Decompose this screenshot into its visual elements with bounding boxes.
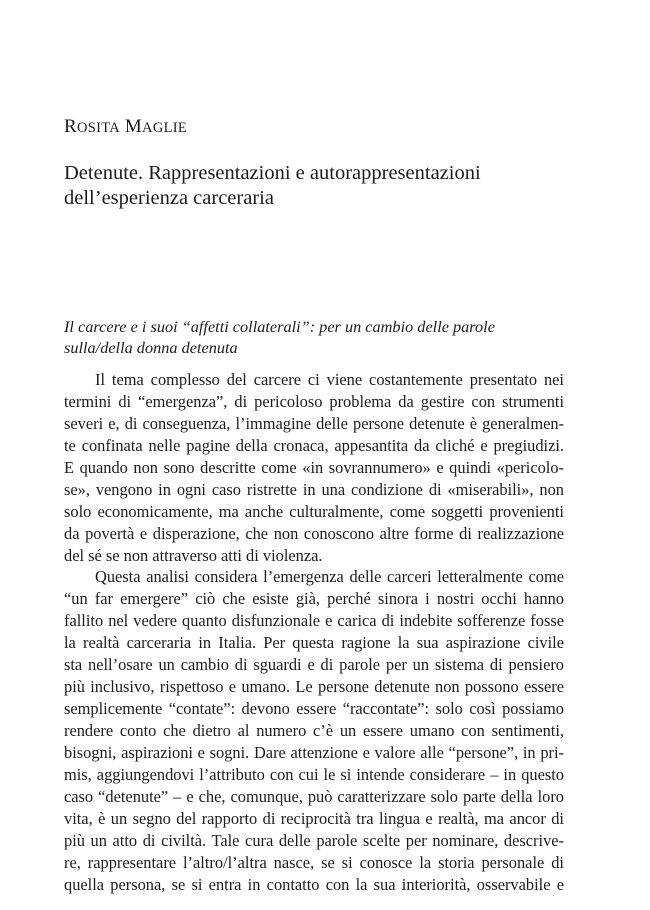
text-line: re, rappresentare l’altro/l’altra nasce, se si conosce la storia personale di — [64, 852, 564, 872]
text-line: più un atto di civiltà. Tale cura delle parole scelte per nominare, descrive- — [64, 830, 564, 850]
text-line: vita, è un segno del rapporto di reciprocità tra lingua e realtà, ma ancor di — [64, 808, 564, 828]
author-last-initial: M — [124, 116, 143, 137]
author-name — [64, 116, 187, 138]
text-line: del sé se non attraverso atti di violenza. — [64, 545, 323, 565]
text-line: rendere conto che dietro al numero c’è un essere umano con sentimenti, — [64, 721, 564, 740]
author-last-rest: AGLIE — [142, 120, 188, 136]
text-line: sta nell’osare un cambio di sguardi e di parole per un sistema di pensiero — [64, 655, 564, 675]
text-line: se», vengono in ogni caso ristrette in una condizione di «miserabili», non — [64, 479, 564, 499]
text-line: la realtà carceraria in Italia. Per questa ragione la sua aspirazione civile — [64, 633, 564, 653]
chapter-title-line: dell’esperienza carceraria — [64, 187, 274, 209]
author-first-initial: R — [64, 116, 77, 137]
text-line: E quando non sono descritte come «in sovrannumero» e quindi «pericolo- — [64, 457, 564, 477]
section-heading — [64, 316, 564, 358]
text-line: Questa analisi considera l’emergenza delle carceri letteralmente come — [95, 567, 564, 587]
text-line: “un far emergere” ciò che esiste già, perché sinora i nostri occhi hanno — [64, 589, 564, 609]
section-heading-line: Il carcere e i suoi “affetti collaterali”: per un cambio delle parole — [64, 317, 495, 336]
chapter-title-line: Detenute. Rappresentazioni e autorappresentazioni — [64, 162, 481, 184]
text-line: severi e, di conseguenza, l’immagine delle persone detenute è generalmen- — [64, 413, 564, 433]
author-first-rest: OSITA — [76, 120, 121, 136]
text-line: te confinata nelle pagine della cronaca, appesantita da cliché e pregiudizi. — [64, 435, 564, 455]
text-line: bisogni, aspirazioni e sogni. Dare attenzione e valore alle “persone”, in pri- — [64, 742, 564, 762]
text-line: Il tema complesso del carcere ci viene costantemente presentato nei — [95, 370, 564, 389]
text-line: quella persona, se si entra in contatto con la sua interiorità, osservabile e — [64, 874, 564, 894]
text-line: semplicemente “contate”: devono essere “raccontate”: solo così possiamo — [64, 699, 564, 719]
text-line: termini di “emergenza”, di pericoloso problema da gestire con strumenti — [64, 391, 564, 411]
paragraph-2 — [64, 566, 564, 895]
chapter-title — [64, 161, 564, 211]
text-line: mis, aggiungendovi l’attributo con cui le si intende considerare – in questo — [64, 764, 564, 784]
text-line: fallito nel vedere quanto disfunzionale e carica di indebite sofferenze fosse — [64, 611, 564, 631]
text-line: da povertà e disperazione, che non conoscono altre forme di realizzazione — [64, 523, 564, 543]
text-line: solo economicamente, ma anche culturalmente, come soggetti provenienti — [64, 501, 564, 521]
text-line: più inclusivo, rispettoso e umano. Le persone detenute non possono essere — [64, 677, 564, 697]
body-text — [64, 369, 564, 896]
paragraph-1 — [64, 369, 564, 566]
section-heading-line: sulla/della donna detenuta — [64, 338, 238, 357]
text-line: caso “detenute” – e che, comunque, può caratterizzare solo parte della loro — [64, 786, 564, 806]
